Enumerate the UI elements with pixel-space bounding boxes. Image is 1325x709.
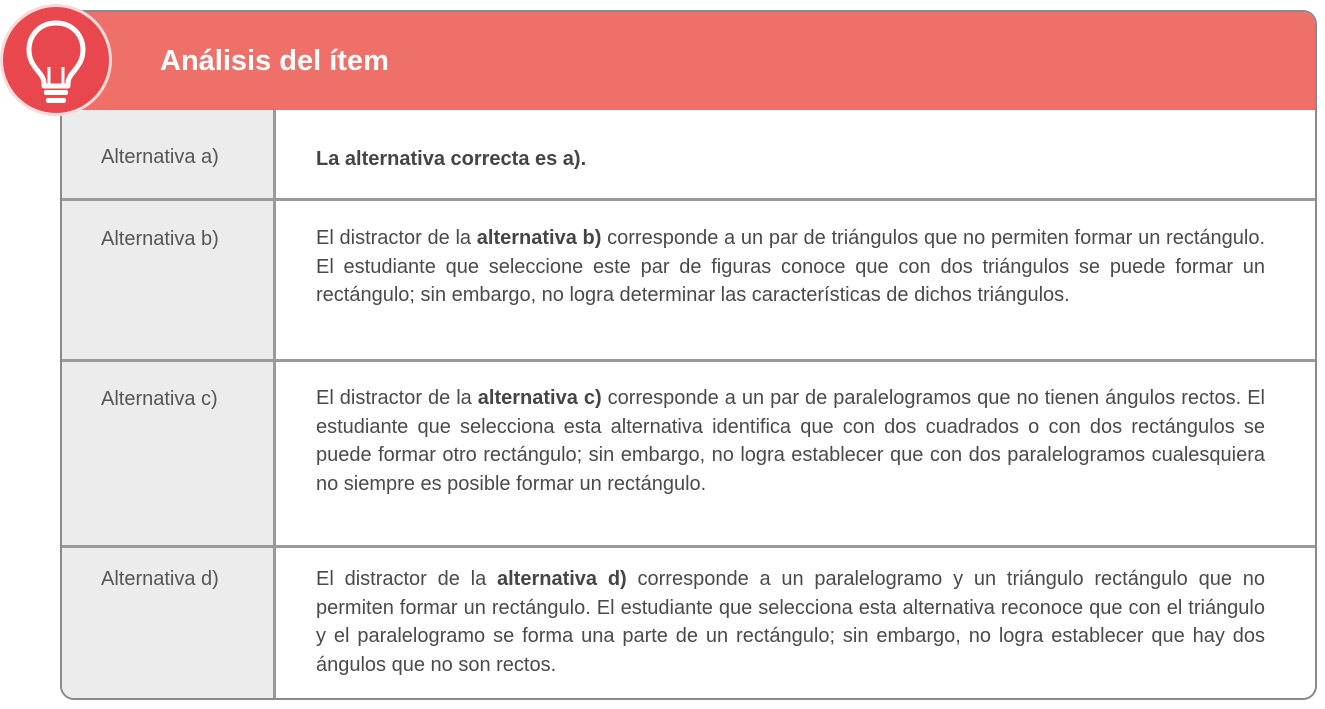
- row-label-cell: [62, 201, 276, 359]
- table-row: [62, 362, 1315, 548]
- table-row: [62, 201, 1315, 362]
- table-row: [62, 110, 1315, 201]
- row-label-cell: [62, 362, 276, 545]
- lightbulb-icon: [3, 7, 109, 113]
- row-text: [316, 565, 1265, 679]
- row-label: Alternativa d): [101, 568, 219, 590]
- row-text-rest: corresponde a un par de triángulos que no permiten formar un rectángulo. El estudiante que seleccione este par de figuras conoce que con dos triángulos se puede formar un rectángulo; sin embargo, no logra determinar las características de dichos triángulos.: [316, 227, 1265, 307]
- row-label-cell: [62, 110, 276, 198]
- row-text-rest: corresponde a un paralelogramo y un triángulo rectángulo que no permiten formar un rectángulo. El estudiante que selecciona esta alternativa reconoce que con el triángulo y el paralelogramo se forma una parte de un rectángulo; sin embargo, no logra establecer que hay dos ángulos que no son rectos.: [316, 568, 1265, 676]
- row-text-bold: alternativa b): [476, 227, 602, 249]
- row-text-bold: alternativa d): [497, 568, 627, 590]
- row-text-intro: El distractor de la: [316, 387, 478, 409]
- row-text-intro: El distractor de la: [316, 227, 477, 249]
- row-label-cell: [62, 548, 276, 700]
- row-text-intro: El distractor de la: [316, 568, 497, 590]
- lightbulb-badge: [0, 4, 112, 116]
- item-analysis-card: [60, 10, 1317, 700]
- row-text-rest: corresponde a un par de paralelogramos que no tienen ángulos rectos. El estudiante que selecciona esta alternativa identifica que con dos cuadrados o con dos rectángulos se puede formar otro rectángulo; sin embargo, no logra establecer que con dos paralelogramos cualesquiera no siempre es posible formar un rectángulo.: [316, 387, 1266, 495]
- row-label: Alternativa c): [101, 388, 218, 410]
- row-text: [316, 224, 1265, 310]
- card-header: [62, 12, 1315, 110]
- row-text-bold: alternativa c): [477, 387, 602, 409]
- row-label: Alternativa b): [101, 228, 219, 250]
- row-text: [316, 384, 1265, 498]
- row-text: [316, 145, 1265, 174]
- row-label: Alternativa a): [101, 146, 219, 168]
- alternatives-table: [62, 110, 1315, 698]
- row-text-bold: La alternativa correcta es a).: [316, 148, 587, 170]
- card-title: Análisis del ítem: [160, 45, 389, 77]
- table-row: [62, 548, 1315, 700]
